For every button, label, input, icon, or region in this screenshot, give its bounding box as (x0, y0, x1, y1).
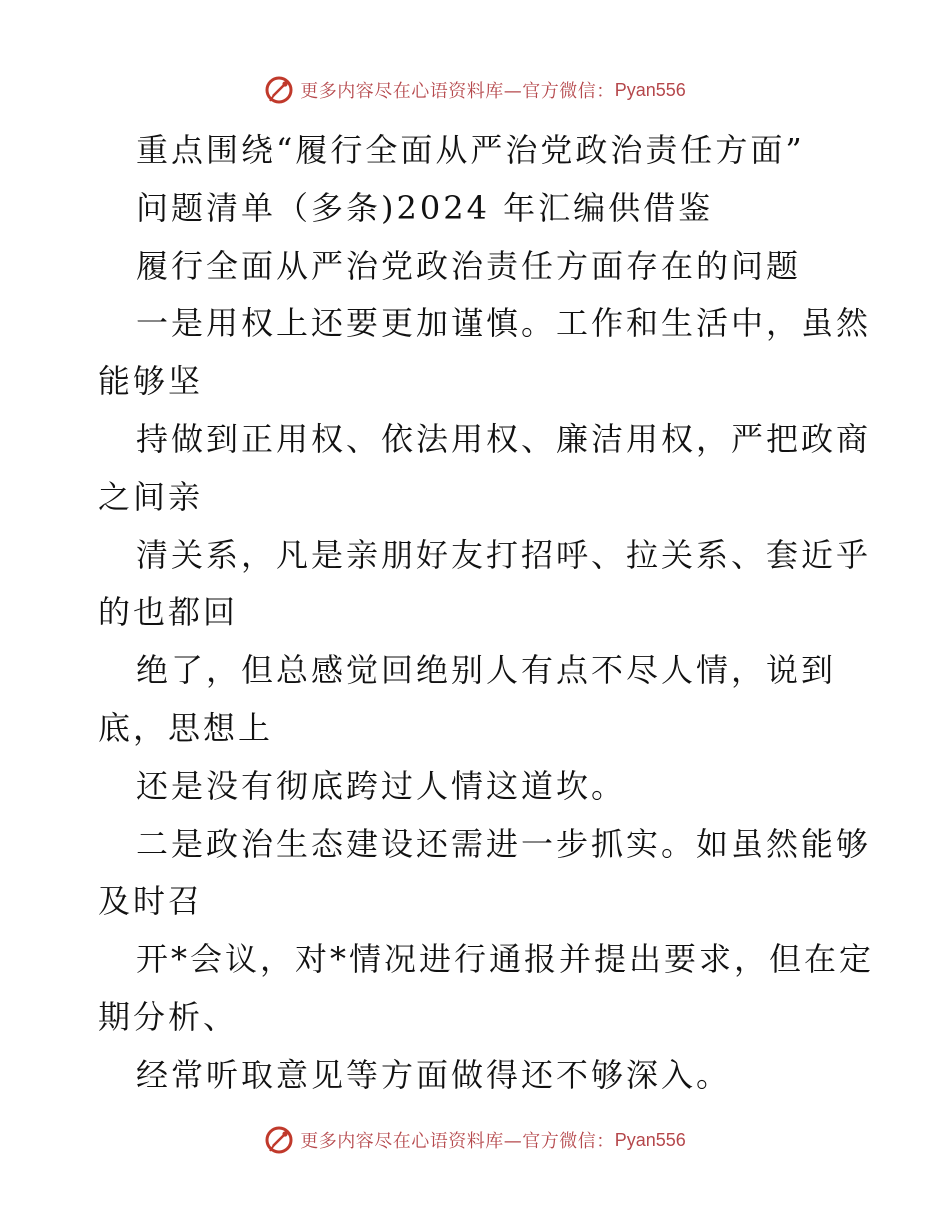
text-line: 一是用权上还要更加谨慎。工作和生活中，虽然 (136, 304, 872, 343)
text-line: 重点围绕“履行全面从严治党政治责任方面” (136, 131, 805, 169)
footer-watermark (0, 1120, 950, 1160)
text-line: 底，思想上 (98, 708, 274, 747)
text-line: 及时召 (98, 882, 204, 921)
watermark-prefix: 更多内容尽在心语资料库—官方微信： (300, 1131, 615, 1152)
text-line: 问题清单（多条)2024 年汇编供借鉴 (136, 188, 714, 227)
text-line: 开*会议，对*情况进行通报并提出要求，但在定 (136, 940, 875, 979)
text-line: 经常听取意见等方面做得还不够深入。 (136, 1055, 732, 1094)
text-line: 清关系，凡是亲朋好友打招呼、拉关系、套近乎 (136, 535, 872, 574)
text-line: 履行全面从严治党政治责任方面存在的问题 (136, 246, 802, 285)
text-line: 期分析、 (98, 997, 239, 1036)
text-line: 能够坚 (98, 362, 204, 401)
logo-icon (264, 75, 294, 105)
text-line: 持做到正用权、依法用权、廉洁用权，严把政商 (136, 419, 872, 458)
text-line: 绝了，但总感觉回绝别人有点不尽人情，说到 (136, 651, 837, 690)
header-watermark (0, 70, 950, 110)
watermark-brand: Pyan556 (614, 79, 686, 100)
document-body (98, 122, 875, 1105)
watermark-prefix: 更多内容尽在心语资料库—官方微信： (300, 81, 615, 102)
text-line: 还是没有彻底跨过人情这道坎。 (136, 766, 627, 805)
logo-icon (264, 1125, 294, 1155)
watermark-brand: Pyan556 (614, 1129, 686, 1150)
text-line: 的也都回 (98, 593, 239, 632)
text-line: 之间亲 (98, 477, 204, 516)
text-line: 二是政治生态建设还需进一步抓实。如虽然能够 (136, 824, 872, 863)
